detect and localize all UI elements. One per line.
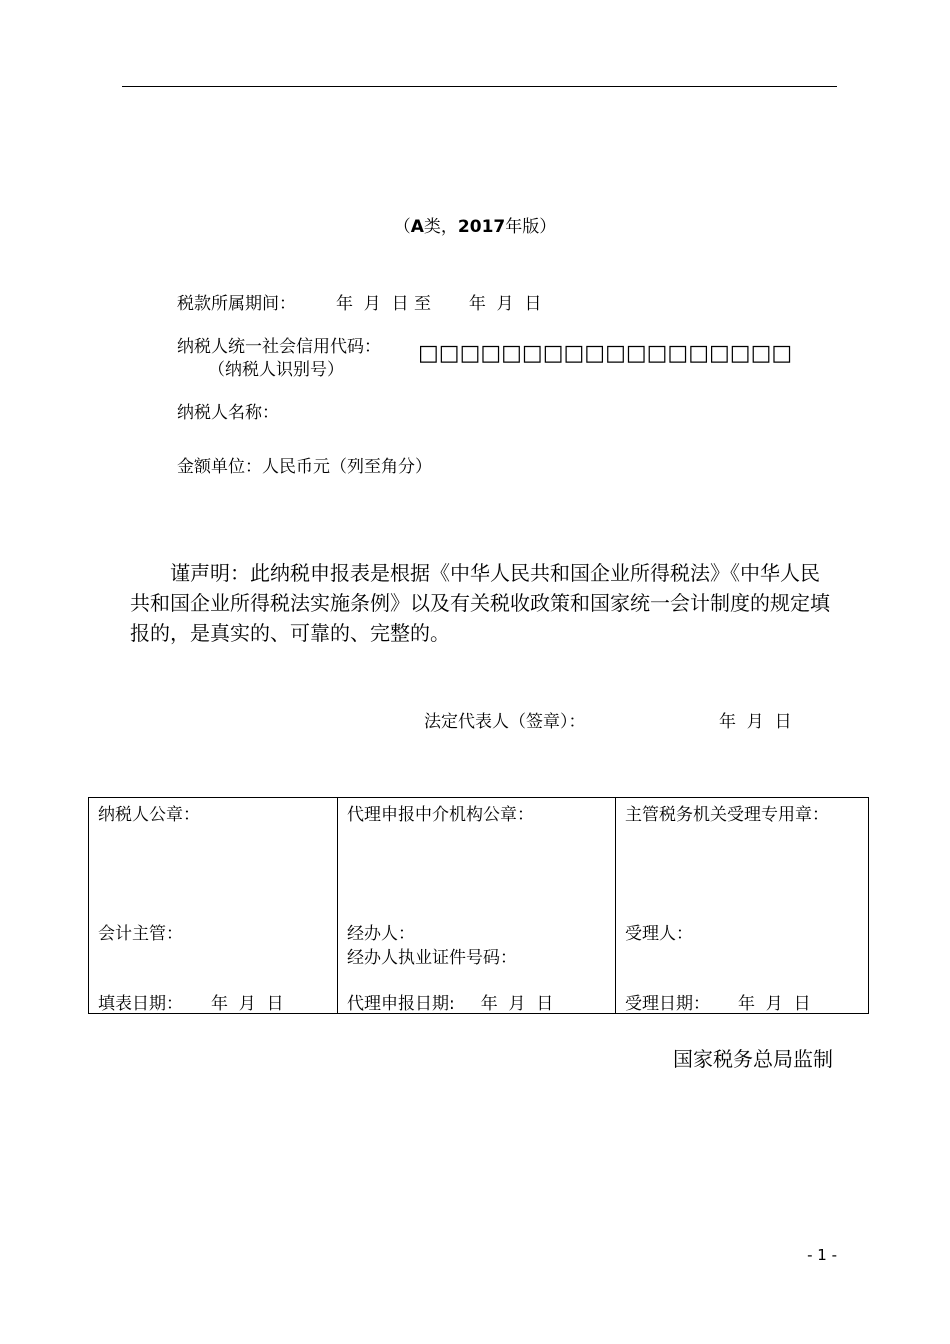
taxpayer-seal-label: 纳税人公章： xyxy=(98,805,200,825)
taxpayer-seal-cell[interactable] xyxy=(89,798,338,1014)
credit-code-label: 纳税人统一社会信用代码： xyxy=(177,337,381,357)
period-value: 年 月 日 至 年 月 日 xyxy=(336,294,542,314)
subtitle-mid: 类， xyxy=(423,217,458,237)
form-subtitle xyxy=(0,212,950,237)
tax-office-seal-cell[interactable] xyxy=(616,798,869,1014)
credit-code-boxes[interactable]: □□□□□□□□□□□□□□□□□□ xyxy=(418,341,793,366)
subtitle-class: A xyxy=(410,217,424,237)
tax-office-seal-label: 主管税务机关受理专用章： xyxy=(625,805,829,825)
fill-date-label: 填表日期： xyxy=(98,994,183,1014)
credit-code-sublabel: （纳税人识别号） xyxy=(208,360,344,380)
receiver-label: 受理人： xyxy=(625,924,693,944)
receive-date-row xyxy=(625,989,811,1014)
subtitle-suffix: 年版） xyxy=(505,217,557,237)
issuer-label: 国家税务总局监制 xyxy=(673,1047,833,1071)
amount-unit-label: 金额单位：人民币元（列至角分） xyxy=(177,457,432,477)
agent-label: 经办人： xyxy=(347,924,415,944)
page-number: - 1 - xyxy=(807,1246,837,1264)
agent-date-row xyxy=(347,989,553,1014)
agent-seal-label: 代理申报中介机构公章： xyxy=(347,805,534,825)
fill-date-value: 年 月 日 xyxy=(211,994,284,1014)
stamp-table xyxy=(88,797,869,1014)
receive-date-value: 年 月 日 xyxy=(738,994,811,1014)
legal-rep-label: 法定代表人（签章）： xyxy=(424,712,586,732)
taxpayer-name-label: 纳税人名称： xyxy=(177,403,279,423)
agent-date-value: 年 月 日 xyxy=(480,994,554,1014)
declaration-text xyxy=(130,558,830,648)
agent-date-label: 代理申报日期: xyxy=(347,994,455,1014)
receive-date-label: 受理日期： xyxy=(625,994,710,1014)
fill-date-row xyxy=(98,989,284,1014)
header-rule xyxy=(122,86,837,87)
declaration-paragraph: 谨声明：此纳税申报表是根据《中华人民共和国企业所得税法》《中华人民共和国企业所得税法实施条例》以及有关税收政策和国家统一会计制度的规定填报的，是真实的、可靠的、完整的。 xyxy=(130,561,830,645)
subtitle-prefix: （ xyxy=(393,217,411,237)
agent-cert-label: 经办人执业证件号码： xyxy=(347,948,517,968)
agent-seal-cell[interactable] xyxy=(338,798,616,1014)
subtitle-year: 2017 xyxy=(457,217,506,237)
legal-rep-date: 年 月 日 xyxy=(719,712,792,732)
accountant-label: 会计主管： xyxy=(98,924,183,944)
period-label: 税款所属期间： xyxy=(177,294,296,314)
agent-info xyxy=(347,922,517,970)
